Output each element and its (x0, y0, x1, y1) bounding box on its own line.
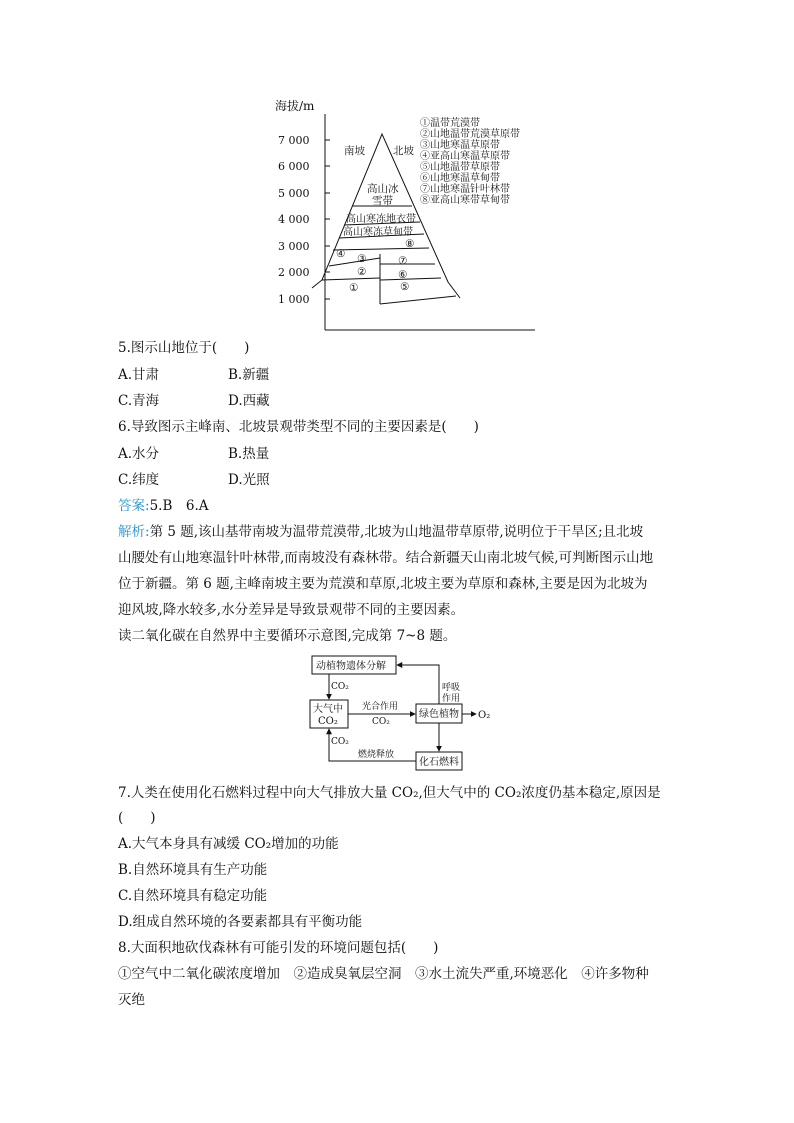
burning-label: 燃烧释放 (358, 750, 395, 760)
legend-item: ⑥山地寒温草甸带 (420, 173, 500, 184)
legend (420, 116, 520, 206)
y-tick-1000: 1 000 (278, 293, 310, 306)
legend-item: ⑤山地温带草原带 (420, 162, 500, 173)
photosynthesis-co2-label: CO₂ (372, 717, 390, 727)
y-tick-7000: 7 000 (278, 134, 310, 147)
analysis-line-4: 迎风坡,降水较多,水分差异是导致景观带不同的主要因素。 (118, 602, 465, 618)
question-6-option-a: A.水分 (118, 446, 160, 462)
respiration-arrow (397, 665, 439, 704)
fossil-fuel-label: 化石燃料 (419, 757, 459, 768)
question-7-option-d: D.组成自然环境的各要素都具有平衡功能 (118, 914, 363, 930)
answer-line (118, 496, 209, 516)
y-tick-3000: 3 000 (278, 240, 310, 253)
question-5-option-a: A.甘肃 (118, 367, 160, 383)
zone-marker-8: ⑧ (405, 238, 415, 250)
analysis-line-3: 位于新疆。第 6 题,主峰南坡主要为荒漠和草原,北坡主要为草原和森林,主要是因为北坡为 (118, 576, 648, 592)
carbon-intro: 读二氧化碳在自然界中主要循环示意图,完成第 7~8 题。 (118, 628, 457, 644)
analysis-label: 解析: (118, 524, 150, 540)
analysis-text-1: 第 5 题,该山基带南坡为温带荒漠带,北坡为山地温带草原带,说明位于干旱区;且北坡 (149, 524, 644, 540)
question-5-stem: 5.图示山地位于( ) (118, 340, 250, 356)
question-7-option-a: A.大气本身具有减缓 CO₂增加的功能 (118, 836, 339, 852)
zone-marker-2: ② (357, 266, 367, 278)
decay-label: 动植物遗体分解 (316, 661, 386, 672)
zone-marker-7: ⑦ (398, 255, 408, 267)
question-5-option-c: C.青海 (118, 393, 160, 409)
analysis-line-2: 山腰处有山地寒温针叶林带,而南坡没有森林带。结合新疆天山南北坡气候,可判断图示山地 (118, 550, 654, 566)
question-6-option-b: B.热量 (228, 446, 270, 462)
question-5-option-d: D.西藏 (228, 393, 270, 409)
question-6-stem: 6.导致图示主峰南、北坡景观带类型不同的主要因素是( ) (118, 419, 479, 435)
respiration-label-2: 作用 (442, 694, 461, 704)
question-8-items-2: 灭绝 (118, 992, 145, 1008)
south-slope-label: 南坡 (344, 145, 365, 157)
answer-label: 答案: (118, 498, 150, 514)
respiration-label-1: 呼吸 (442, 683, 461, 693)
zone-frozen-desert-label: 高山寒冻地衣带 (346, 214, 416, 225)
y-tick-4000: 4 000 (278, 213, 310, 226)
decay-co2-label: CO₂ (331, 682, 349, 692)
legend-item: ④亚高山寒温草原带 (420, 151, 510, 162)
band-line-4 (333, 248, 429, 250)
y-tick-2000: 2 000 (278, 266, 310, 279)
zone-snow-label-2: 雪带 (372, 195, 393, 207)
y-tick-6000: 6 000 (278, 160, 310, 173)
legend-item: ①温带荒漠带 (420, 118, 480, 129)
y-tick-5000: 5 000 (278, 187, 310, 200)
zone-marker-1: ① (349, 282, 359, 294)
zone-marker-4: ④ (336, 248, 346, 260)
band-line-6 (322, 278, 380, 280)
analysis-line-1 (118, 522, 643, 542)
photosynthesis-label: 光合作用 (362, 702, 399, 712)
question-7-stem: 7.人类在使用化石燃料过程中向大气排放大量 CO₂,但大气中的 CO₂浓度仍基本稳定,原因是 (118, 785, 661, 801)
north-slope-label: 北坡 (393, 145, 414, 157)
zone-marker-6: ⑥ (398, 269, 408, 281)
question-5-option-b: B.新疆 (228, 367, 270, 383)
atmosphere-label-2: CO₂ (318, 716, 338, 727)
question-6-option-d: D.光照 (228, 472, 270, 488)
question-7-option-b: B.自然环境具有生产功能 (118, 862, 268, 878)
band-line-10 (380, 296, 456, 304)
carbon-cycle-diagram (300, 654, 510, 774)
mountain-zonation-diagram (260, 92, 560, 337)
oxygen-label: O₂ (478, 710, 491, 721)
plants-label: 绿色植物 (419, 709, 459, 720)
legend-item: ⑧亚高山寒带草甸带 (420, 195, 510, 206)
legend-item: ⑦山地寒温针叶林带 (420, 184, 510, 195)
legend-item: ③山地寒温草原带 (420, 140, 500, 151)
zone-frozen-meadow-label: 高山寒冻草甸带 (343, 227, 413, 238)
zone-marker-3: ③ (357, 253, 367, 265)
legend-item: ②山地温带荒漠草原带 (420, 129, 520, 140)
answer-text: 5.B 6.A (149, 498, 209, 514)
question-7-option-c: C.自然环境具有稳定功能 (118, 888, 268, 904)
zone-snow-label-1: 高山冰 (367, 183, 399, 195)
zone-marker-5: ⑤ (400, 281, 410, 293)
atmosphere-label-1: 大气中 (313, 704, 343, 715)
question-8-stem: 8.大面积地砍伐森林有可能引发的环境问题包括( ) (118, 940, 439, 956)
band-line-9 (380, 278, 441, 280)
burning-co2-label: CO₂ (331, 737, 349, 747)
question-6-option-c: C.纬度 (118, 472, 160, 488)
y-axis-label: 海拔/m (275, 99, 315, 113)
question-7-paren: ( ) (118, 810, 156, 826)
question-8-items-1: ①空气中二氧化碳浓度增加 ②造成臭氧层空洞 ③水土流失严重,环境恶化 ④许多物种 (118, 966, 649, 982)
